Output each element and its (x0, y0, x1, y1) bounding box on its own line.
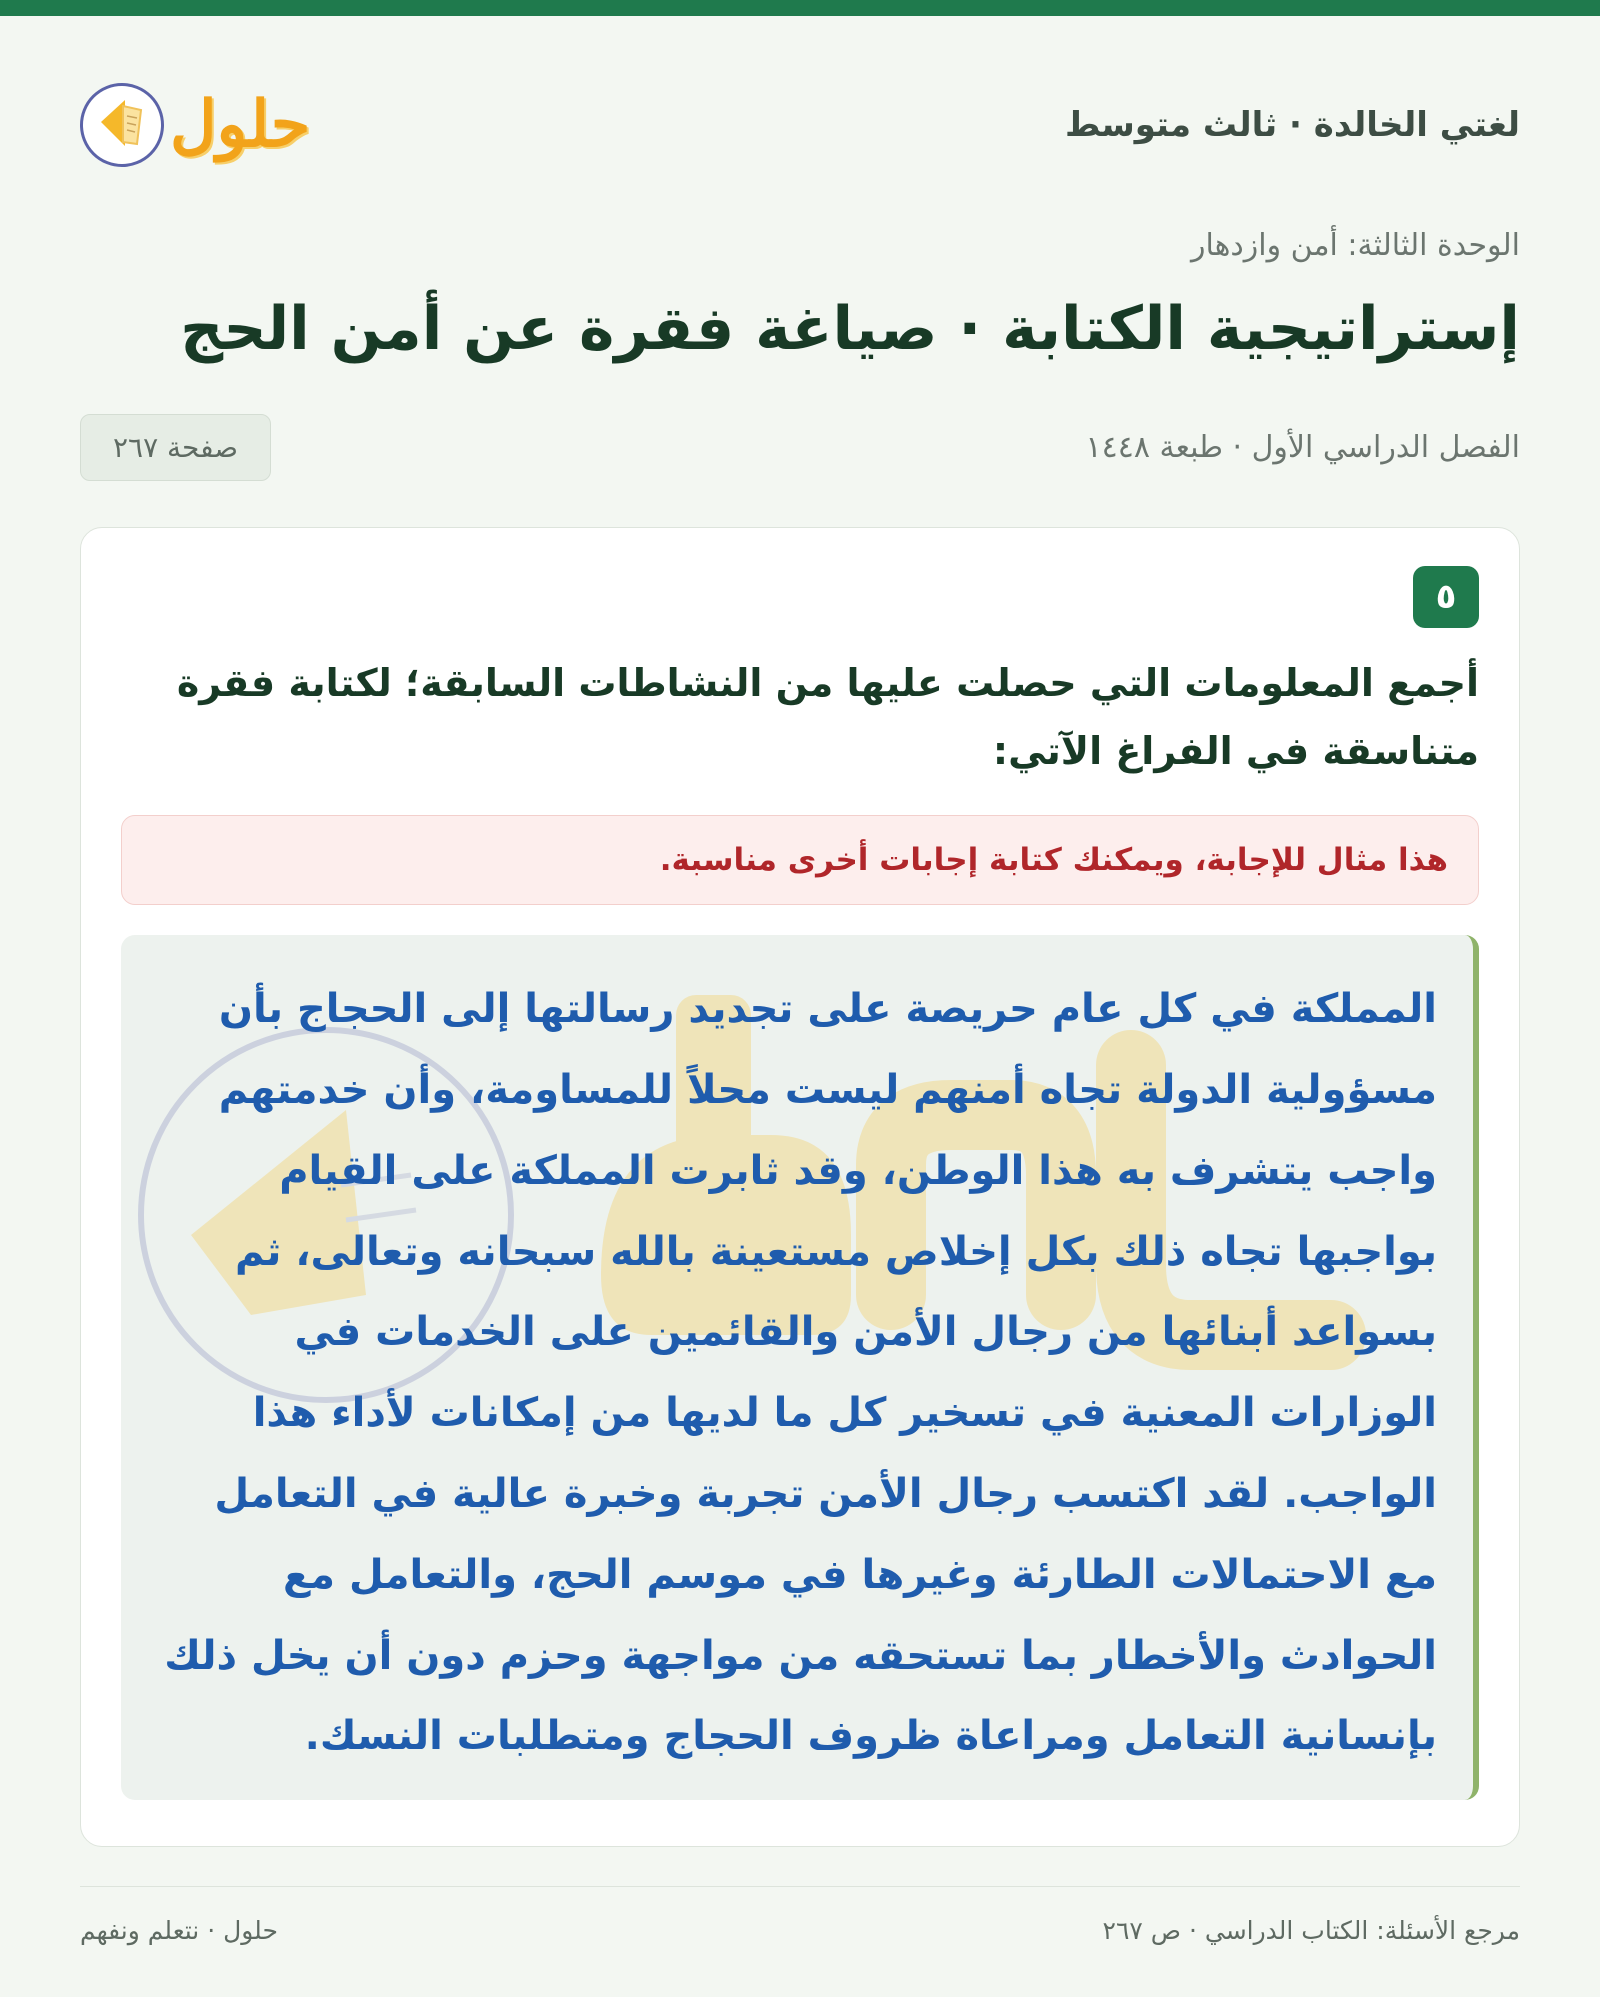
term-info: الفصل الدراسي الأول · طبعة ١٤٤٨ (1085, 429, 1520, 465)
brand-emblem-icon (80, 83, 164, 167)
subject-title: لغتي الخالدة · ثالث متوسط (1064, 105, 1520, 145)
page-badge: صفحة ٢٦٧ (80, 414, 271, 481)
question-text: أجمع المعلومات التي حصلت عليها من النشاطات السابقة؛ لكتابة فقرة متناسقة في الفراغ الآتي: (176, 661, 1479, 773)
page-footer (80, 1916, 1520, 1945)
answer-note: هذا مثال للإجابة، ويمكنك كتابة إجابات أخرى مناسبة. (121, 815, 1479, 905)
footer-slogan: حلول · نتعلم ونفهم (80, 1916, 278, 1945)
unit-label: الوحدة الثالثة: أمن وازدهار (1190, 228, 1520, 263)
lesson-title: إستراتيجية الكتابة · صياغة فقرة عن أمن الحج (180, 294, 1520, 364)
page-header (80, 60, 1520, 190)
answer-text: المملكة في كل عام حريصة على تجديد رسالتها إلى الحجاج بأن مسؤولية الدولة تجاه أمنهم ليست محلاً للمساومة، وأن خدمتهم واجب يتشرف به هذا الوطن، وقد ثابرت المملكة على القيام بواجبها تجاه ذلك بكل إخلاص مستعينة بالله سبحانه وتعالى، ثم بسواعد أبنائها من رجال الأمن والقائمين على الخدمات في الوزارات المعنية في تسخير كل ما لديها من إمكانات لأداء هذا الواجب. لقد اكتسب رجال الأمن تجربة وخبرة عالية في التعامل مع الاحتمالات الطارئة وغيرها في موسم الحج، والتعامل مع الحوادث والأخطار بما تستحقه من مواجهة وحزم دون أن يخل ذلك بإنسانية التعامل ومراعاة ظروف الحجاج ومتطلبات النسك. (164, 986, 1437, 1760)
answer-box (121, 935, 1479, 1800)
brand-name: حلول (170, 87, 311, 162)
brand-logo[interactable] (80, 83, 310, 167)
meta-row (80, 412, 1520, 482)
question-card (80, 527, 1520, 1847)
question-number-badge: ٥ (1413, 566, 1479, 628)
questions-reference: مرجع الأسئلة: الكتاب الدراسي · ص ٢٦٧ (1102, 1916, 1520, 1945)
top-accent-bar (0, 0, 1600, 16)
footer-divider (80, 1886, 1520, 1887)
